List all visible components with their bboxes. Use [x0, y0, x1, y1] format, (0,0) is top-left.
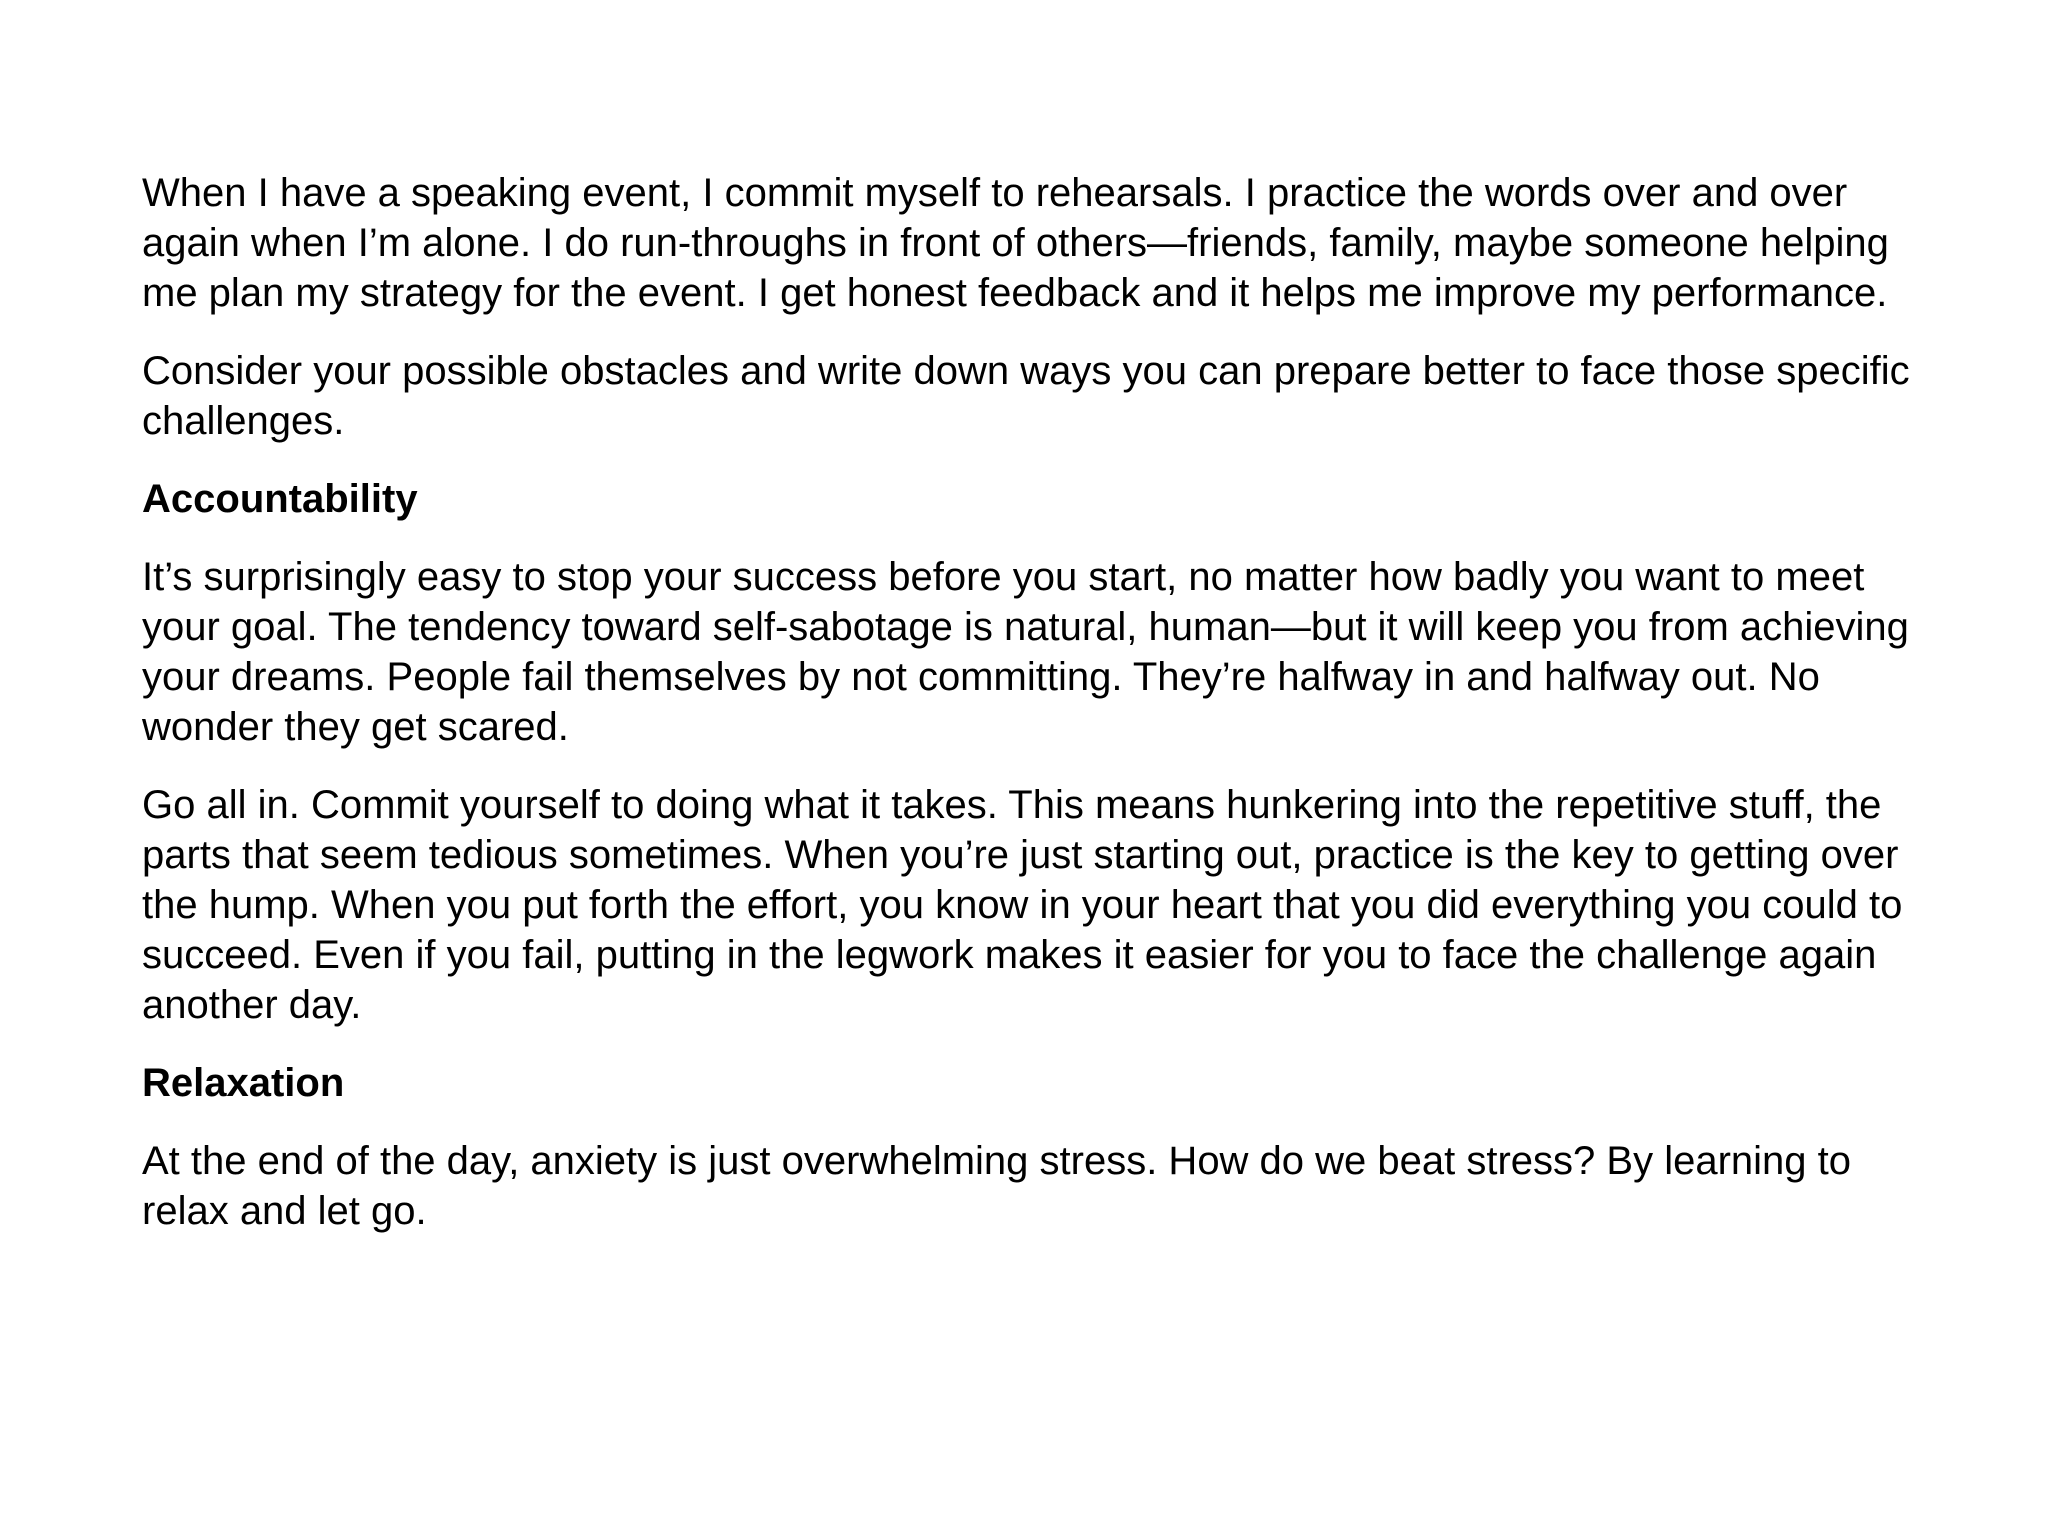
paragraph-stress: At the end of the day, anxiety is just overwhelming stress. How do we beat stress? By learning to relax and let go. [142, 1139, 1852, 1233]
document-page [142, 168, 1922, 1264]
heading-relaxation: Relaxation [142, 1061, 345, 1105]
paragraph-go-all-in: Go all in. Commit yourself to doing what it takes. This means hunkering into the repetitive stuff, the parts that seem tedious sometimes. When you’re just starting out, practice is the key to getting over the hump. When you put forth the effort, you know in your heart that you did everything you could to succeed. Even if you fail, putting in the legwork makes it easier for you to face the challenge again another day. [142, 783, 1903, 1027]
heading-accountability: Accountability [142, 477, 418, 521]
paragraph-obstacles: Consider your possible obstacles and write down ways you can prepare better to face those specific challenges. [142, 349, 1910, 443]
paragraph-rehearsals: When I have a speaking event, I commit myself to rehearsals. I practice the words over and over again when I’m alone. I do run-throughs in front of others—friends, family, maybe someone helping me plan my strategy for the event. I get honest feedback and it helps me improve my performance. [142, 171, 1889, 315]
paragraph-self-sabotage: It’s surprisingly easy to stop your success before you start, no matter how badly you want to meet your goal. The tendency toward self-sabotage is natural, human—but it will keep you from achieving your dreams. People fail themselves by not committing. They’re halfway in and halfway out. No wonder they get scared. [142, 555, 1909, 749]
